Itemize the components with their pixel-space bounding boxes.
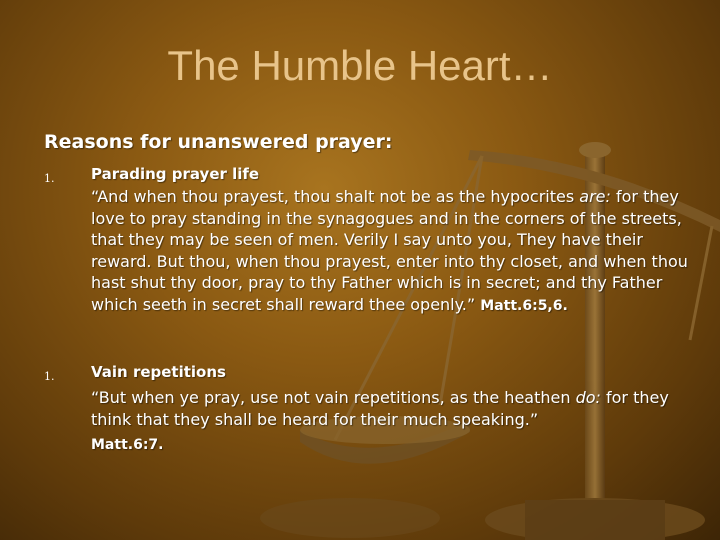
list-item-label: Vain repetitions	[91, 363, 226, 381]
quote-italic: do:	[575, 388, 601, 407]
quote-text: “And when thou prayest, thou shalt not be as the hypocrites	[91, 187, 580, 206]
scripture-quote	[91, 186, 691, 318]
list-number: 1.	[44, 370, 55, 383]
quote-italic: are:	[579, 187, 611, 206]
quote-text: “But when ye pray, use not vain repetitions, as the heathen	[91, 388, 576, 407]
list-number: 1.	[44, 172, 55, 185]
quote-text: for they love to pray standing in the synagogues and in the corners of the streets, that they may be seen of men. Verily I say unto you, They have their reward. But thou, when thou prayest, enter into thy closet, and when thou hast shut thy door, pray to thy Father which is in secret; and thy Father which seeth in secret shall reward thee openly.”	[91, 187, 688, 314]
scripture-reference: Matt.6:7.	[91, 437, 164, 453]
list-item-label: Parading prayer life	[91, 165, 260, 183]
quote-text: for they think that they shall be heard for their much speaking.”	[91, 388, 669, 429]
section-heading: Reasons for unanswered prayer:	[44, 131, 393, 153]
scripture-reference: Matt.6:5,6.	[480, 297, 568, 314]
scripture-quote	[91, 387, 691, 430]
slide-title: The Humble Heart…	[167, 42, 553, 89]
